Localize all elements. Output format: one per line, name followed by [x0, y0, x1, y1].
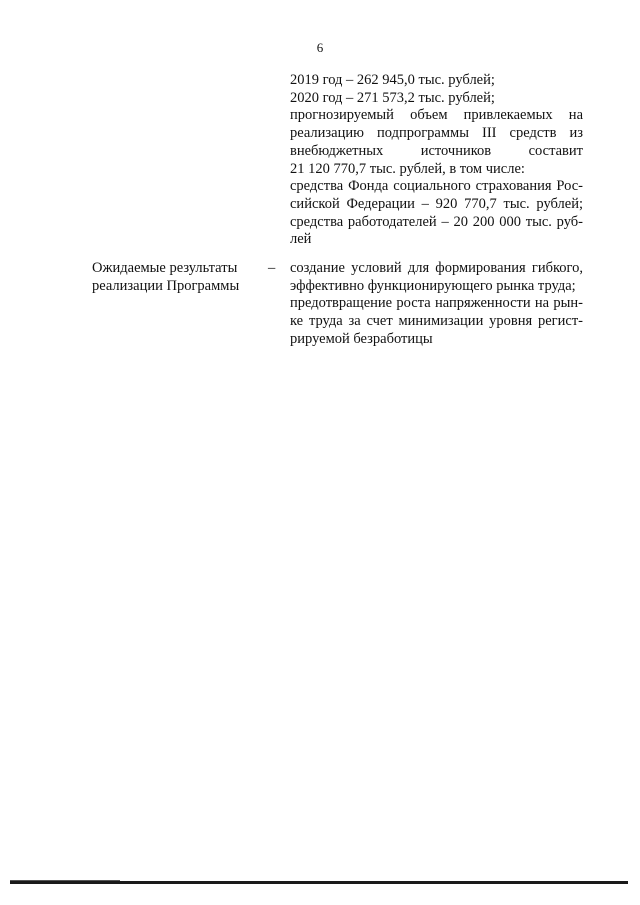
results-line: эффективно функционирующего рынка труда; — [290, 277, 576, 294]
funding-line: средства работодателей – 20 200 000 тыс. руб- — [290, 213, 583, 230]
page-number: 6 — [316, 40, 324, 55]
funding-line: 2020 год – 271 573,2 тыс. рублей; — [290, 89, 495, 106]
label-line: Ожидаемые результаты — [92, 260, 238, 276]
expected-results-label — [92, 260, 262, 295]
funding-line: внебюджетных источников составит — [290, 142, 583, 159]
funding-line: лей — [290, 231, 312, 248]
funding-line: прогнозируемый объем привлекаемых на — [290, 107, 583, 124]
funding-line: реализацию подпрограммы III средств из — [290, 125, 583, 142]
funding-line: 2019 год – 262 945,0 тыс. рублей; — [290, 72, 495, 88]
funding-line: сийской Федерации – 920 770,7 тыс. рублей; — [290, 195, 583, 212]
results-line: создание условий для формирования гибкого, — [290, 260, 583, 276]
results-line: ке труда за счет минимизации уровня регист- — [290, 313, 583, 330]
funding-line: 21 120 770,7 тыс. рублей, в том числе: — [290, 160, 525, 177]
label-line: реализации Программы — [92, 277, 240, 294]
results-line: рируемой безработицы — [290, 330, 433, 347]
funding-line: средства Фонда социального страхования Рос- — [290, 178, 583, 195]
funding-text-block — [290, 72, 583, 249]
page-bottom-edge — [10, 881, 628, 884]
expected-results-text-block — [290, 260, 583, 349]
results-line: предотвращение роста напряженности на рын- — [290, 295, 583, 312]
label-dash: – — [268, 260, 276, 276]
